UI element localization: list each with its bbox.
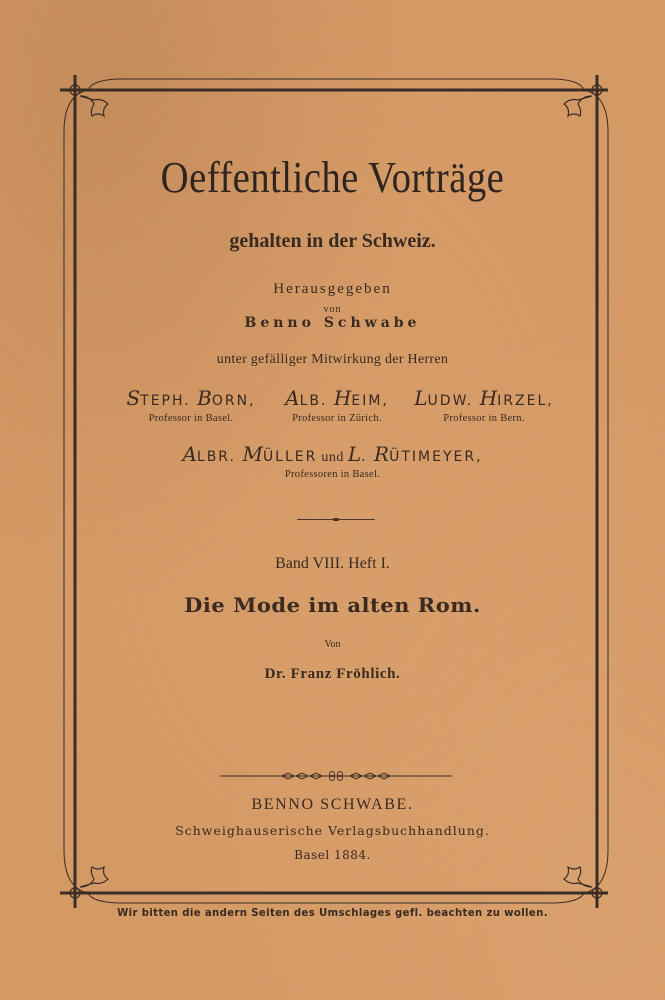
editor-name: Benno Schwabe (244, 315, 421, 331)
contributor-name: STEPH. BORN, (126, 386, 256, 410)
contributor-names: ALBR. MÜLLER und L. RÜTIMEYER, (182, 442, 483, 466)
editor-von: von (323, 304, 342, 315)
contributor-affiliation: Professor in Basel. (148, 413, 234, 424)
work-title: Die Mode im alten Rom. (184, 593, 481, 617)
series-subtitle: gehalten in der Schweiz. (229, 230, 436, 252)
contributors-row2 (0, 442, 665, 480)
contributor-affiliation: Professor in Bern. (443, 413, 525, 424)
by-line: Von (324, 639, 341, 650)
collaboration-line: unter gefälliger Mitwirkung der Herren (216, 352, 449, 367)
place-year: Basel 1884. (294, 848, 371, 862)
divider-ornament-large (220, 770, 452, 782)
editor-line: Herausgegeben (273, 281, 392, 297)
contributor-affiliation: Professoren in Basel. (284, 469, 381, 480)
divider-ornament (297, 519, 375, 520)
contributor-born (122, 386, 260, 424)
publisher-name: BENNO SCHWABE. (251, 796, 414, 813)
contributor-affiliation: Professor in Zürich. (292, 413, 382, 424)
contributor-name: ALB. HEIM, (285, 386, 389, 410)
series-title: Oeffentliche Vorträge (160, 153, 505, 202)
author-name: Dr. Franz Fröhlich. (264, 666, 401, 682)
publisher-house: Schweighauserische Verlagsbuchhandlung. (175, 823, 490, 838)
contributor-name: LUDW. HIRZEL, (414, 386, 554, 410)
footer-note: Wir bitten die andern Seiten des Umschlages gefl. beachten zu wollen. (117, 906, 548, 919)
contributor-hirzel (414, 386, 554, 424)
contributor-heim (277, 386, 397, 424)
volume-issue: Band VIII. Heft I. (275, 555, 390, 572)
